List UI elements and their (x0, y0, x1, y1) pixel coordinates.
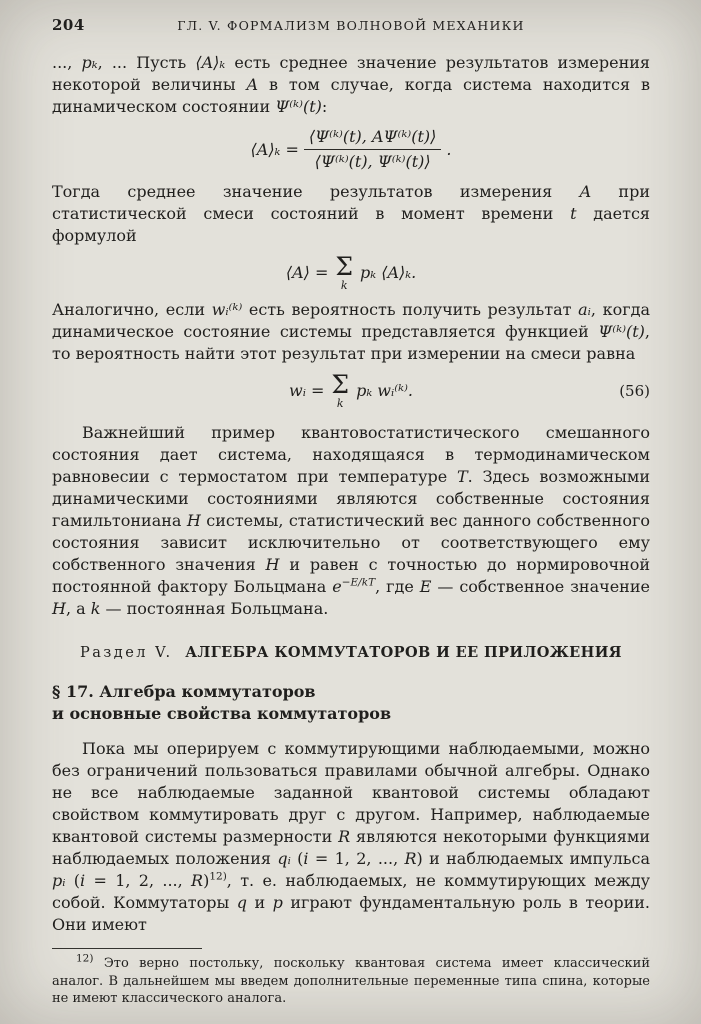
page-number: 204 (52, 16, 85, 34)
subsection-line2: и основные свойства коммутаторов (52, 704, 392, 723)
paragraph-thermodynamic-example: Важнейший пример квантовостатистического смешанного состояния дает система, находящаяся в термодинамическом равновесии с термостатом при температуре T. Здесь возможными динамическими состояниями являются собственные состояния гамильтониана H системы, статистический вес данного собственного состояния зависит исключительно от соответствующего ему собственного значения H и равен с точностью до нормировочной постоянной фактору Больцмана $e^{-E/kT}$, где E — собственное значение H, а k — постоянная Больцмана. (52, 423, 651, 618)
formula-probability-mixture (52, 372, 650, 409)
formula-lhs: ⟨A⟩ = (285, 262, 329, 282)
equation-number: (56) (619, 381, 650, 400)
formula-average-state-k (52, 127, 650, 172)
section-title: АЛГЕБРА КОММУТАТОРОВ И ЕЕ ПРИЛОЖЕНИЯ (185, 644, 622, 661)
sum-operator (331, 372, 349, 409)
page-body (52, 52, 650, 1008)
footnote-text: $^{12)}$ Это верно постольку, поскольку квантовая система имеет классический аналог. В дальнейшем мы введем дополнительные переменные типа спина, которые не имеют классического аналога. (52, 952, 650, 1006)
chapter-header: ГЛ. V. ФОРМАЛИЗМ ВОЛНОВОЙ МЕХАНИКИ (177, 18, 525, 33)
paragraph-mean-formula-intro: Тогда среднее значение результатов измерения A при статистической смеси состояний в момент времени t дается формулой (52, 182, 651, 245)
section-heading (52, 642, 650, 664)
sum-operator (335, 254, 353, 291)
sigma-symbol: Σ (331, 370, 350, 399)
sigma-subscript: k (340, 279, 348, 292)
formula-rhs: pₖ wᵢ⁽ᵏ⁾. (356, 380, 413, 400)
formula-lhs: ⟨A⟩ₖ = (250, 139, 299, 159)
subsection-heading (52, 681, 650, 725)
sigma-subscript: k (336, 397, 344, 410)
subsection-line1: § 17. Алгебра коммутаторов (52, 682, 316, 701)
fraction-numerator: ⟨Ψ⁽ᵏ⁾(t), AΨ⁽ᵏ⁾(t)⟩ (304, 127, 442, 150)
formula-period: . (446, 139, 452, 159)
paragraph-probability-intro: Аналогично, если wᵢ⁽ᵏ⁾ есть вероятность получить результат aᵢ, когда динамическое состояние системы представляется функцией Ψ⁽ᵏ⁾(t), то вероятность найти этот результат при измерении на смеси равна (52, 300, 651, 363)
numbered-equation-row (52, 372, 650, 409)
fraction-denominator: ⟨Ψ⁽ᵏ⁾(t), Ψ⁽ᵏ⁾(t)⟩ (314, 152, 431, 171)
footnote-separator (52, 948, 202, 949)
running-header (52, 16, 647, 34)
formula-mixture-average (52, 254, 650, 291)
footnote-area (52, 948, 650, 1008)
fraction (304, 127, 442, 172)
paragraph-commutator-intro: Пока мы оперируем с коммутирующими наблюдаемыми, можно без ограничений пользоваться правилами обычной алгебры. Однако не все наблюдаемые заданной квантовой системы обладают свойством коммутировать друг с другом. Например, наблюдаемые квантовой системы размерности R являются некоторыми функциями наблюдаемых положения qᵢ (i = 1, 2, ..., R) и наблюдаемых импульса pᵢ (i = 1, 2, ..., R)$^{12)}$, т. е. наблюдаемых, не коммутирующих между собой. Коммутаторы q и p играют фундаментальную роль в теории. Они имеют (52, 739, 651, 934)
sigma-symbol: Σ (335, 252, 354, 281)
paragraph-mixture-intro: ..., pₖ, ... Пусть ⟨A⟩ₖ есть среднее значение результатов измерения некоторой величины A в том случае, когда система находится в динамическом состоянии Ψ⁽ᵏ⁾(t): (52, 53, 651, 116)
formula-lhs: wᵢ = (289, 380, 325, 400)
section-prefix: Раздел V. (79, 645, 173, 661)
formula-rhs: pₖ ⟨A⟩ₖ. (360, 262, 417, 282)
